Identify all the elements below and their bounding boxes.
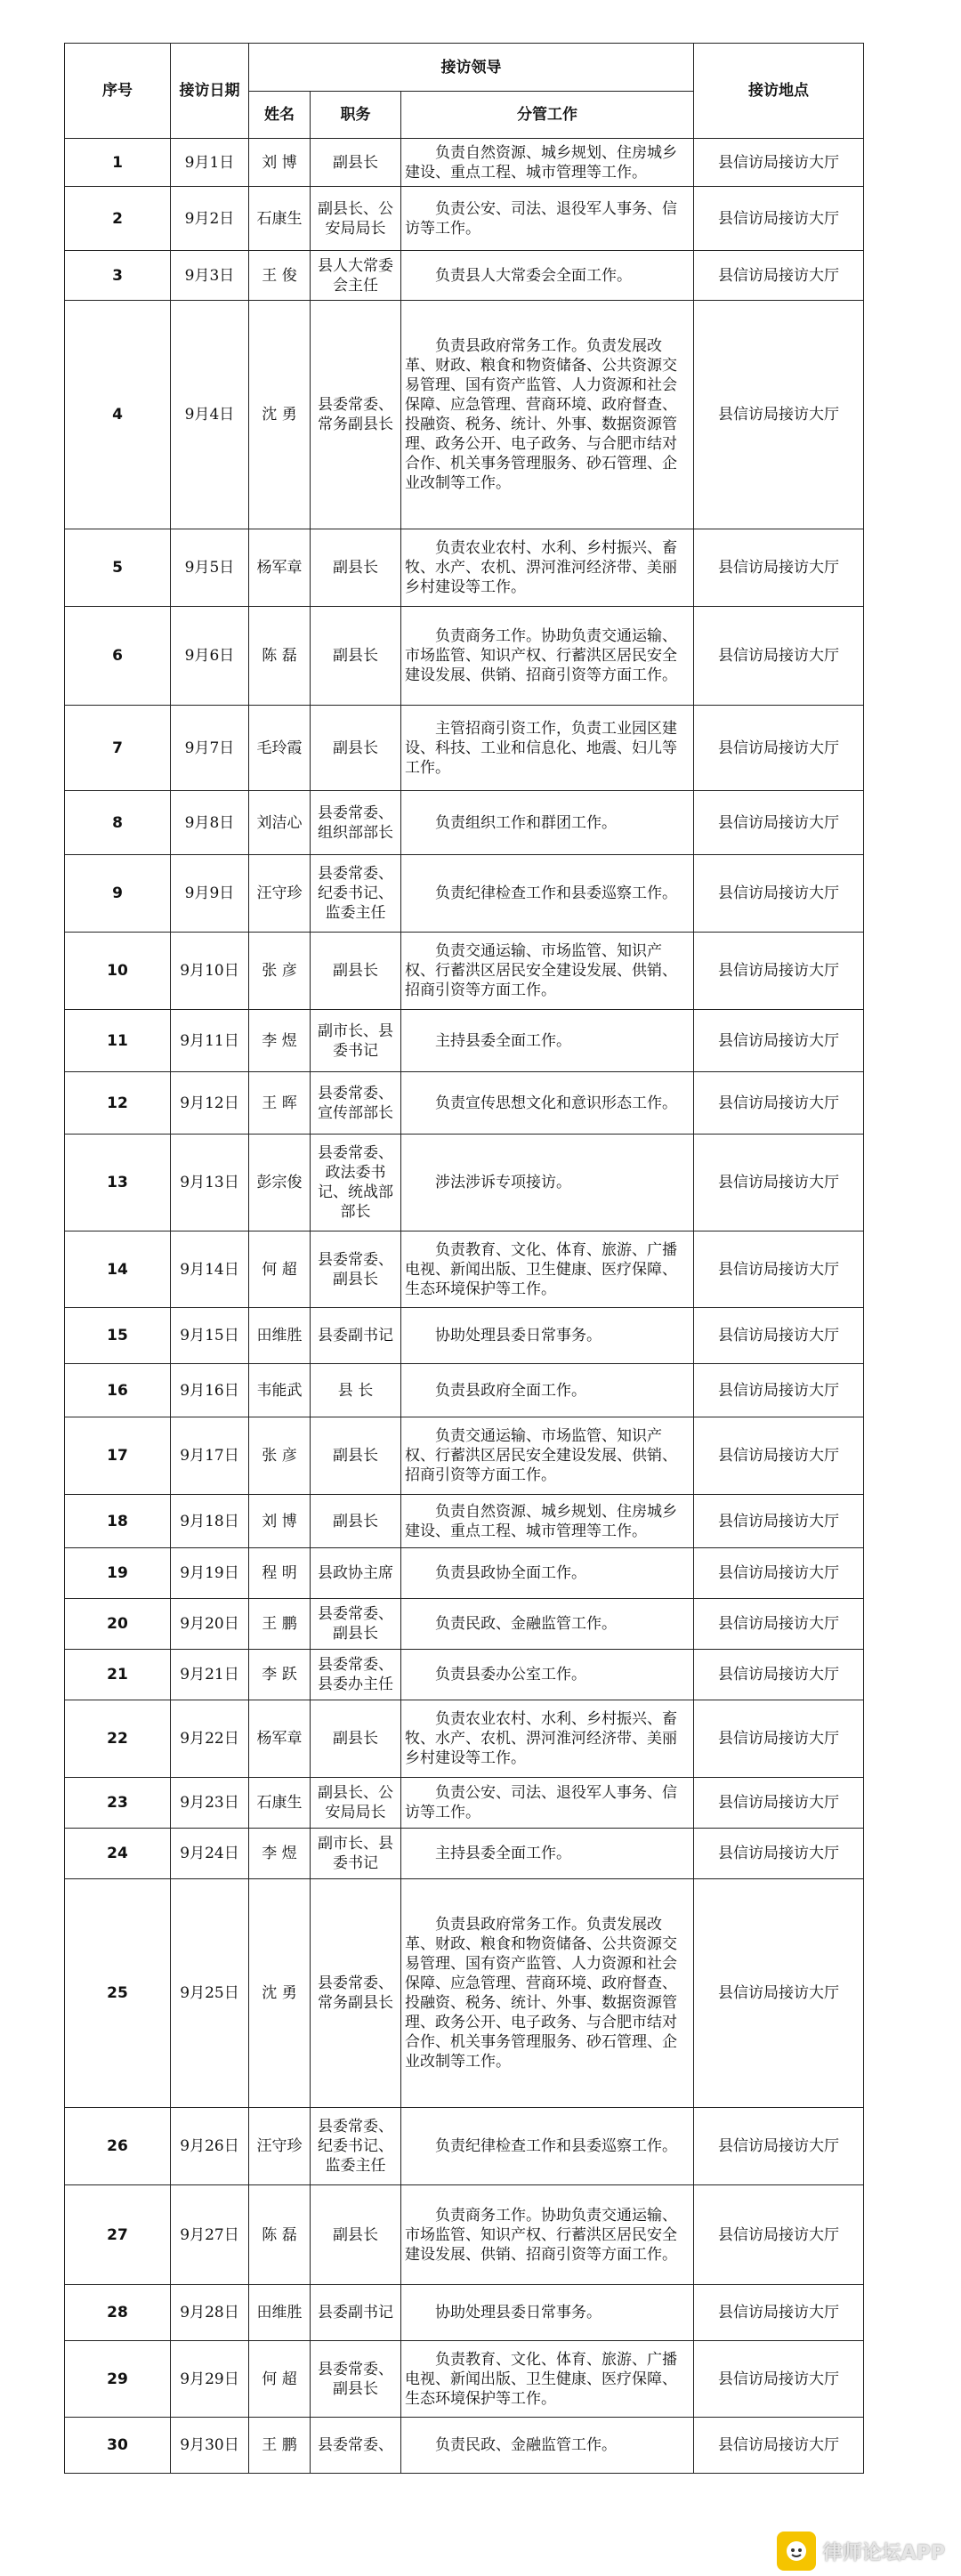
row-date: 9月17日 xyxy=(171,1417,249,1495)
row-duty: 协助处理县委日常事务。 xyxy=(401,2285,694,2341)
table-row xyxy=(65,1700,864,1778)
row-location: 县信访局接访大厅 xyxy=(694,1879,864,2108)
row-no: 22 xyxy=(65,1700,171,1778)
row-location: 县信访局接访大厅 xyxy=(694,1231,864,1308)
row-duty: 负责县政协全面工作。 xyxy=(401,1548,694,1599)
row-no: 9 xyxy=(65,855,171,933)
row-location: 县信访局接访大厅 xyxy=(694,301,864,529)
row-name: 田维胜 xyxy=(249,2285,311,2341)
row-duty: 负责教育、文化、体育、旅游、广播电视、新闻出版、卫生健康、医疗保障、生态环境保护等工作。 xyxy=(401,2341,694,2418)
row-no: 27 xyxy=(65,2185,171,2285)
row-no: 7 xyxy=(65,706,171,791)
row-location: 县信访局接访大厅 xyxy=(694,187,864,251)
row-name: 田维胜 xyxy=(249,1308,311,1364)
header-date: 接访日期 xyxy=(171,44,249,139)
row-name: 刘 博 xyxy=(249,139,311,187)
row-title: 副县长 xyxy=(311,706,401,791)
table-row xyxy=(65,1135,864,1231)
row-date: 9月27日 xyxy=(171,2185,249,2285)
row-duty: 负责农业农村、水利、乡村振兴、畜牧、水产、农机、淠河淮河经济带、美丽乡村建设等工作。 xyxy=(401,529,694,607)
row-duty: 负责农业农村、水利、乡村振兴、畜牧、水产、农机、淠河淮河经济带、美丽乡村建设等工作。 xyxy=(401,1700,694,1778)
table-row xyxy=(65,1495,864,1548)
row-duty: 主持县委全面工作。 xyxy=(401,1010,694,1072)
header-location: 接访地点 xyxy=(694,44,864,139)
reception-schedule-table xyxy=(64,43,864,2474)
row-title: 副县长、公安局局长 xyxy=(311,1778,401,1829)
row-duty: 负责县人大常委会全面工作。 xyxy=(401,251,694,301)
table-row xyxy=(65,2285,864,2341)
row-name: 杨军章 xyxy=(249,529,311,607)
row-name: 韦能武 xyxy=(249,1364,311,1417)
header-no: 序号 xyxy=(65,44,171,139)
row-name: 何 超 xyxy=(249,2341,311,2418)
row-name: 毛玲霞 xyxy=(249,706,311,791)
table-row xyxy=(65,791,864,855)
table-row xyxy=(65,1650,864,1700)
row-location: 县信访局接访大厅 xyxy=(694,2108,864,2185)
row-date: 9月9日 xyxy=(171,855,249,933)
row-title: 县委常委、组织部部长 xyxy=(311,791,401,855)
row-duty: 负责公安、司法、退役军人事务、信访等工作。 xyxy=(401,187,694,251)
row-location: 县信访局接访大厅 xyxy=(694,1010,864,1072)
row-date: 9月12日 xyxy=(171,1072,249,1135)
table-row xyxy=(65,529,864,607)
table-row xyxy=(65,139,864,187)
row-duty: 负责县政府全面工作。 xyxy=(401,1364,694,1417)
row-no: 29 xyxy=(65,2341,171,2418)
row-location: 县信访局接访大厅 xyxy=(694,1650,864,1700)
row-name: 陈 磊 xyxy=(249,2185,311,2285)
row-duty: 负责自然资源、城乡规划、住房城乡建设、重点工程、城市管理等工作。 xyxy=(401,1495,694,1548)
row-location: 县信访局接访大厅 xyxy=(694,1599,864,1650)
row-date: 9月13日 xyxy=(171,1135,249,1231)
row-name: 沈 勇 xyxy=(249,301,311,529)
row-date: 9月10日 xyxy=(171,933,249,1010)
header-title: 职务 xyxy=(311,92,401,139)
table-row xyxy=(65,1010,864,1072)
row-no: 19 xyxy=(65,1548,171,1599)
table-row xyxy=(65,607,864,706)
row-date: 9月25日 xyxy=(171,1879,249,2108)
row-name: 汪守珍 xyxy=(249,2108,311,2185)
row-date: 9月22日 xyxy=(171,1700,249,1778)
row-title: 副县长 xyxy=(311,139,401,187)
table-row xyxy=(65,1778,864,1829)
row-title: 县委常委、副县长 xyxy=(311,2341,401,2418)
row-no: 30 xyxy=(65,2418,171,2474)
row-name: 沈 勇 xyxy=(249,1879,311,2108)
row-date: 9月1日 xyxy=(171,139,249,187)
row-date: 9月16日 xyxy=(171,1364,249,1417)
row-no: 3 xyxy=(65,251,171,301)
row-no: 12 xyxy=(65,1072,171,1135)
table-row xyxy=(65,1548,864,1599)
table-row xyxy=(65,1231,864,1308)
row-date: 9月19日 xyxy=(171,1548,249,1599)
row-title: 副县长 xyxy=(311,933,401,1010)
row-title: 县委常委、副县长 xyxy=(311,1231,401,1308)
row-name: 杨军章 xyxy=(249,1700,311,1778)
row-duty: 负责商务工作。协助负责交通运输、市场监管、知识产权、行蓄洪区居民安全建设发展、供销、招商引资等方面工作。 xyxy=(401,607,694,706)
row-no: 6 xyxy=(65,607,171,706)
row-name: 李 跃 xyxy=(249,1650,311,1700)
row-location: 县信访局接访大厅 xyxy=(694,1495,864,1548)
row-title: 副县长、公安局局长 xyxy=(311,187,401,251)
row-title: 副县长 xyxy=(311,1495,401,1548)
table-row xyxy=(65,1829,864,1879)
row-location: 县信访局接访大厅 xyxy=(694,1700,864,1778)
table-row xyxy=(65,1072,864,1135)
row-location: 县信访局接访大厅 xyxy=(694,2341,864,2418)
row-date: 9月11日 xyxy=(171,1010,249,1072)
row-title: 副县长 xyxy=(311,607,401,706)
row-name: 程 明 xyxy=(249,1548,311,1599)
row-location: 县信访局接访大厅 xyxy=(694,1829,864,1879)
row-no: 23 xyxy=(65,1778,171,1829)
row-location: 县信访局接访大厅 xyxy=(694,1417,864,1495)
table-row xyxy=(65,1879,864,2108)
row-location: 县信访局接访大厅 xyxy=(694,933,864,1010)
row-location: 县信访局接访大厅 xyxy=(694,791,864,855)
row-location: 县信访局接访大厅 xyxy=(694,139,864,187)
table-row xyxy=(65,2418,864,2474)
row-duty: 负责民政、金融监管工作。 xyxy=(401,2418,694,2474)
row-date: 9月3日 xyxy=(171,251,249,301)
row-title: 县人大常委会主任 xyxy=(311,251,401,301)
row-location: 县信访局接访大厅 xyxy=(694,2418,864,2474)
row-location: 县信访局接访大厅 xyxy=(694,251,864,301)
row-duty: 负责商务工作。协助负责交通运输、市场监管、知识产权、行蓄洪区居民安全建设发展、供销、招商引资等方面工作。 xyxy=(401,2185,694,2285)
row-name: 彭宗俊 xyxy=(249,1135,311,1231)
table-row xyxy=(65,1417,864,1495)
row-location: 县信访局接访大厅 xyxy=(694,1548,864,1599)
row-duty: 涉法涉诉专项接访。 xyxy=(401,1135,694,1231)
table-header xyxy=(65,44,864,139)
row-duty: 负责自然资源、城乡规划、住房城乡建设、重点工程、城市管理等工作。 xyxy=(401,139,694,187)
row-name: 刘洁心 xyxy=(249,791,311,855)
row-location: 县信访局接访大厅 xyxy=(694,529,864,607)
row-no: 13 xyxy=(65,1135,171,1231)
table-row xyxy=(65,187,864,251)
row-no: 10 xyxy=(65,933,171,1010)
row-name: 石康生 xyxy=(249,1778,311,1829)
row-name: 李 煜 xyxy=(249,1010,311,1072)
table-row xyxy=(65,2185,864,2285)
row-location: 县信访局接访大厅 xyxy=(694,2185,864,2285)
watermark-logo xyxy=(777,2532,945,2571)
table-body xyxy=(65,139,864,2474)
table-row xyxy=(65,855,864,933)
row-location: 县信访局接访大厅 xyxy=(694,1778,864,1829)
row-date: 9月28日 xyxy=(171,2285,249,2341)
row-no: 25 xyxy=(65,1879,171,2108)
row-date: 9月24日 xyxy=(171,1829,249,1879)
table-row xyxy=(65,1599,864,1650)
row-location: 县信访局接访大厅 xyxy=(694,855,864,933)
row-name: 汪守珍 xyxy=(249,855,311,933)
row-title: 副市长、县委书记 xyxy=(311,1829,401,1879)
row-title: 副县长 xyxy=(311,1700,401,1778)
row-name: 王 鹏 xyxy=(249,2418,311,2474)
row-date: 9月5日 xyxy=(171,529,249,607)
row-date: 9月6日 xyxy=(171,607,249,706)
row-title: 县委副书记 xyxy=(311,1308,401,1364)
row-title: 县委副书记 xyxy=(311,2285,401,2341)
row-title: 县委常委、宣传部部长 xyxy=(311,1072,401,1135)
row-title: 县委常委、纪委书记、监委主任 xyxy=(311,855,401,933)
row-date: 9月7日 xyxy=(171,706,249,791)
row-location: 县信访局接访大厅 xyxy=(694,1364,864,1417)
header-leader-group: 接访领导 xyxy=(249,44,694,92)
row-location: 县信访局接访大厅 xyxy=(694,2285,864,2341)
row-no: 20 xyxy=(65,1599,171,1650)
row-duty: 主管招商引资工作，负责工业园区建设、科技、工业和信息化、地震、妇儿等工作。 xyxy=(401,706,694,791)
row-no: 24 xyxy=(65,1829,171,1879)
row-duty: 负责纪律检查工作和县委巡察工作。 xyxy=(401,855,694,933)
row-location: 县信访局接访大厅 xyxy=(694,607,864,706)
row-title: 县委常委、县委办主任 xyxy=(311,1650,401,1700)
row-name: 王 俊 xyxy=(249,251,311,301)
row-duty: 负责交通运输、市场监管、知识产权、行蓄洪区居民安全建设发展、供销、招商引资等方面工作。 xyxy=(401,933,694,1010)
row-no: 21 xyxy=(65,1650,171,1700)
row-title: 副市长、县委书记 xyxy=(311,1010,401,1072)
table-row xyxy=(65,2108,864,2185)
row-date: 9月4日 xyxy=(171,301,249,529)
row-no: 26 xyxy=(65,2108,171,2185)
row-date: 9月20日 xyxy=(171,1599,249,1650)
row-date: 9月26日 xyxy=(171,2108,249,2185)
row-location: 县信访局接访大厅 xyxy=(694,1308,864,1364)
row-duty: 主持县委全面工作。 xyxy=(401,1829,694,1879)
header-name: 姓名 xyxy=(249,92,311,139)
row-no: 16 xyxy=(65,1364,171,1417)
app-logo-icon xyxy=(777,2532,816,2571)
row-name: 陈 磊 xyxy=(249,607,311,706)
row-name: 刘 博 xyxy=(249,1495,311,1548)
row-date: 9月21日 xyxy=(171,1650,249,1700)
row-date: 9月8日 xyxy=(171,791,249,855)
row-date: 9月2日 xyxy=(171,187,249,251)
row-name: 张 彦 xyxy=(249,933,311,1010)
row-duty: 协助处理县委日常事务。 xyxy=(401,1308,694,1364)
table-row xyxy=(65,706,864,791)
table-row xyxy=(65,1364,864,1417)
row-name: 王 鹏 xyxy=(249,1599,311,1650)
row-no: 17 xyxy=(65,1417,171,1495)
row-no: 8 xyxy=(65,791,171,855)
table-row xyxy=(65,933,864,1010)
row-date: 9月15日 xyxy=(171,1308,249,1364)
row-title: 副县长 xyxy=(311,2185,401,2285)
header-duty: 分管工作 xyxy=(401,92,694,139)
row-title: 县委常委、纪委书记、监委主任 xyxy=(311,2108,401,2185)
watermark-text: 律师论坛APP xyxy=(822,2541,945,2564)
row-no: 28 xyxy=(65,2285,171,2341)
row-no: 15 xyxy=(65,1308,171,1364)
row-duty: 负责县委办公室工作。 xyxy=(401,1650,694,1700)
row-date: 9月23日 xyxy=(171,1778,249,1829)
row-name: 王 晖 xyxy=(249,1072,311,1135)
row-duty: 负责县政府常务工作。负责发展改革、财政、粮食和物资储备、公共资源交易管理、国有资产监管、人力资源和社会保障、应急管理、营商环境、政府督查、投融资、税务、统计、外事、数据资源管理、政务公开、电子政务、与合肥市结对合作、机关事务管理服务、砂石管理、企业改制等工作。 xyxy=(401,301,694,529)
row-duty: 负责组织工作和群团工作。 xyxy=(401,791,694,855)
row-location: 县信访局接访大厅 xyxy=(694,1072,864,1135)
row-title: 县 长 xyxy=(311,1364,401,1417)
row-title: 县委常委、常务副县长 xyxy=(311,301,401,529)
table-row xyxy=(65,301,864,529)
row-date: 9月30日 xyxy=(171,2418,249,2474)
row-duty: 负责公安、司法、退役军人事务、信访等工作。 xyxy=(401,1778,694,1829)
table-row xyxy=(65,2341,864,2418)
row-name: 何 超 xyxy=(249,1231,311,1308)
row-no: 1 xyxy=(65,139,171,187)
row-no: 4 xyxy=(65,301,171,529)
row-name: 石康生 xyxy=(249,187,311,251)
row-duty: 负责教育、文化、体育、旅游、广播电视、新闻出版、卫生健康、医疗保障、生态环境保护等工作。 xyxy=(401,1231,694,1308)
row-no: 11 xyxy=(65,1010,171,1072)
row-title: 县政协主席 xyxy=(311,1548,401,1599)
row-duty: 负责纪律检查工作和县委巡察工作。 xyxy=(401,2108,694,2185)
row-date: 9月29日 xyxy=(171,2341,249,2418)
row-title: 县委常委、副县长 xyxy=(311,1599,401,1650)
row-name: 张 彦 xyxy=(249,1417,311,1495)
row-date: 9月14日 xyxy=(171,1231,249,1308)
table-row xyxy=(65,251,864,301)
row-duty: 负责民政、金融监管工作。 xyxy=(401,1599,694,1650)
row-title: 县委常委、政法委书记、统战部部长 xyxy=(311,1135,401,1231)
row-duty: 负责交通运输、市场监管、知识产权、行蓄洪区居民安全建设发展、供销、招商引资等方面工作。 xyxy=(401,1417,694,1495)
row-no: 2 xyxy=(65,187,171,251)
row-title: 县委常委、常务副县长 xyxy=(311,1879,401,2108)
row-name: 李 煜 xyxy=(249,1829,311,1879)
row-location: 县信访局接访大厅 xyxy=(694,706,864,791)
row-duty: 负责宣传思想文化和意识形态工作。 xyxy=(401,1072,694,1135)
row-date: 9月18日 xyxy=(171,1495,249,1548)
row-title: 副县长 xyxy=(311,529,401,607)
row-title: 副县长 xyxy=(311,1417,401,1495)
table-row xyxy=(65,1308,864,1364)
row-no: 18 xyxy=(65,1495,171,1548)
row-no: 14 xyxy=(65,1231,171,1308)
row-no: 5 xyxy=(65,529,171,607)
row-duty: 负责县政府常务工作。负责发展改革、财政、粮食和物资储备、公共资源交易管理、国有资产监管、人力资源和社会保障、应急管理、营商环境、政府督查、投融资、税务、统计、外事、数据资源管理、政务公开、电子政务、与合肥市结对合作、机关事务管理服务、砂石管理、企业改制等工作。 xyxy=(401,1879,694,2108)
row-location: 县信访局接访大厅 xyxy=(694,1135,864,1231)
row-title: 县委常委、 xyxy=(311,2418,401,2474)
